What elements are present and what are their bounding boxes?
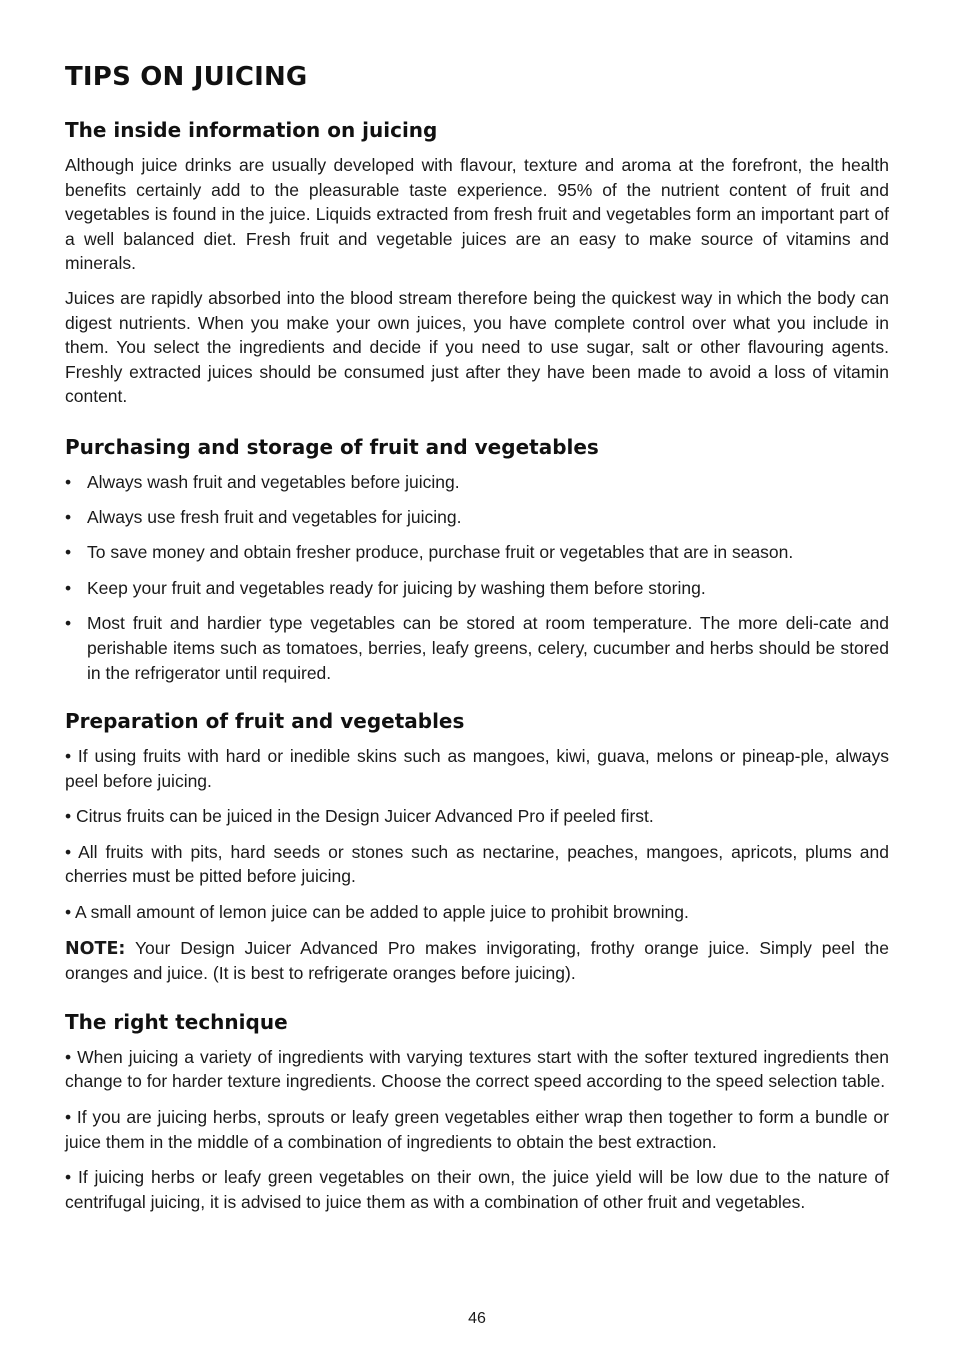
list-item [65, 470, 889, 495]
purchasing-list [65, 470, 889, 685]
preparation-item: • All fruits with pits, hard seeds or stones such as nectarine, peaches, mangoes, apricots, plums and cherries must be pitted before juicing. [65, 841, 889, 887]
list-item-text: Always use fresh fruit and vegetables for juicing. [87, 506, 462, 527]
list-item [65, 576, 889, 601]
note-paragraph [65, 936, 889, 986]
note-text: Your Design Juicer Advanced Pro makes invigorating, frothy orange juice. Simply peel the oranges and juice. (It is best to refrigerate oranges before juicing). [65, 937, 889, 984]
preparation-item: • Citrus fruits can be juiced in the Design Juicer Advanced Pro if peeled first. [65, 806, 654, 827]
bullet-mark: • [65, 613, 72, 634]
note-label: NOTE: [65, 938, 126, 959]
section-heading-technique: The right technique [65, 1009, 288, 1034]
section-heading-inside-information: The inside information on juicing [65, 118, 438, 142]
list-item-text: Always wash fruit and vegetables before juicing. [87, 471, 460, 492]
list-item [65, 540, 889, 565]
list-item [65, 611, 889, 685]
paragraph: Although juice drinks are usually developed with flavour, texture and aroma at the forefront, the health benefits certainly add to the pleasurable taste experience. 95% of the nutrient content of fruit and vegetables is found in the juice. Liquids extracted from fresh fruit and vegetables form an important part of a well balanced diet. Fresh fruit and vegetable juices are an easy to make source of vitamins and minerals. [65, 155, 889, 274]
section-heading-preparation: Preparation of fruit and vegetables [65, 709, 465, 734]
page-title: TIPS ON JUICING [65, 62, 308, 92]
list-item-text: Keep your fruit and vegetables ready for juicing by washing them before storing. [87, 577, 706, 598]
page-content [65, 57, 889, 1214]
section-heading-purchasing-storage: Purchasing and storage of fruit and vegetables [65, 434, 599, 459]
page-number: 46 [468, 1310, 486, 1327]
preparation-item: • If using fruits with hard or inedible skins such as mangoes, kiwi, guava, melons or pineap-ple, always peel before juicing. [65, 746, 889, 791]
technique-item: • If juicing herbs or leafy green vegetables on their own, the juice yield will be low due to the nature of centrifugal juicing, it is advised to juice them as with a combination of other fruit and vegetables. [65, 1167, 889, 1212]
bullet-mark: • [65, 577, 72, 598]
technique-item: • When juicing a variety of ingredients with varying textures start with the softer textured ingredients then change to for harder texture ingredients. Choose the correct speed according to the speed selection table. [65, 1046, 889, 1092]
bullet-mark: • [65, 542, 72, 563]
list-item [65, 505, 889, 530]
list-item-text: Most fruit and hardier type vegetables can be stored at room temperature. The more deli-cate and perishable items such as tomatoes, berries, leafy greens, celery, cucumber and herbs should be stored in the refrigerator until required. [87, 613, 889, 683]
preparation-item: • A small amount of lemon juice can be added to apple juice to prohibit browning. [65, 902, 689, 923]
technique-item: • If you are juicing herbs, sprouts or leafy green vegetables either wrap then together to form a bundle or juice them in the middle of a combination of ingredients to obtain the best extraction. [65, 1107, 889, 1152]
bullet-mark: • [65, 506, 72, 527]
paragraph: Juices are rapidly absorbed into the blood stream therefore being the quickest way in which the body can digest nutrients. When you make your own juices, you have complete control over what you include in them. You select the ingredients and decide if you need to use sugar, salt or other flavouring agents. Freshly extracted juices should be consumed just after they have been made to avoid a loss of vitamin content. [65, 287, 889, 407]
list-item-text: To save money and obtain fresher produce, purchase fruit or vegetables that are in season. [87, 542, 794, 563]
bullet-mark: • [65, 471, 72, 492]
